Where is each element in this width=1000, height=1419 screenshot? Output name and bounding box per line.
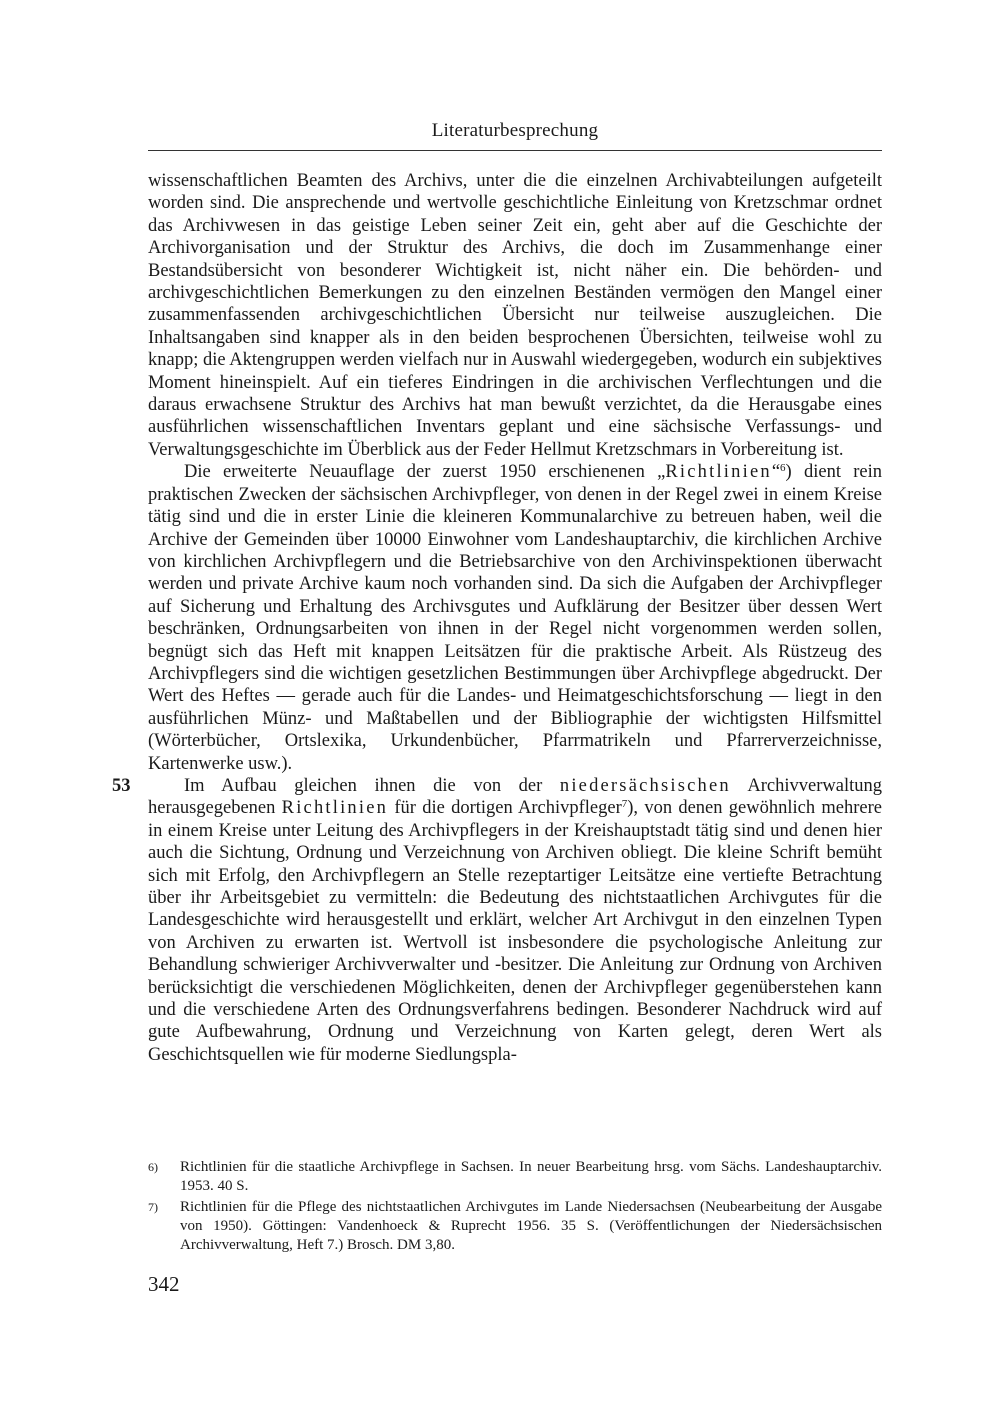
paragraph-3-wrapper xyxy=(112,775,883,1066)
header-rule xyxy=(148,150,882,151)
footnote-text: Richtlinien für die Pflege des nichtstaatlichen Archivgutes im Lande Niedersachsen (Neubearbeitung der Ausgabe von 1950). Göttingen: Vandenhoeck & Ruprecht 1956. 35 S. (Veröffentlichungen der Niedersächsischen Archivverwaltung, Heft 7.) Brosch. DM 3,80. xyxy=(180,1199,882,1253)
paragraph-2-text-a: Die erweiterte Neuauflage der zuerst 1950 erschienenen „ xyxy=(184,462,666,483)
closing-quote: “ xyxy=(771,462,781,483)
paragraph-3-text-b: Archivverwaltung herausgegebenen xyxy=(148,775,883,819)
paragraph-2 xyxy=(148,461,882,775)
spaced-title-richtlinien: Richtlinien xyxy=(665,462,772,483)
footnote-6 xyxy=(148,1158,882,1196)
paragraph-1: wissenschaftlichen Beamten des Archivs, unter die die einzelnen Archivabteilungen aufgeteilt worden sind. Die ansprechende und wertvolle geschichtliche Einleitung von Kretzschmar ordnet das Archivwesen in das geistige Leben seiner Zeit ein, geht aber auf die Geschichte der Archivorganisation und der Struktur des Archivs, die doch im Zusammenhange einer Bestandsübersicht von besonderer Wichtigkeit ist, nicht näher ein. Die behörden- und archivgeschichtlichen Bemerkungen zu den einzelnen Beständen vermögen den Mangel einer zusammenfassenden archivgeschichtlichen Übersicht nur teilweise auszugleichen. Die Inhaltsangaben sind knapper als in den beiden besprochenen Übersichten, teilweise wohl zu knapp; die Aktengruppen werden vielfach nur in Auswahl wiedergegeben, wodurch ein subjektives Moment hineinspielt. Auf ein tieferes Eindringen in die archivischen Verflechtungen und die daraus erwachsene Struktur des Archivs hat man bewußt verzichtet, da die Herausgabe eines ausführlichen wissenschaftlichen Inventars geplant und eine sächsische Verfassungs- und Verwaltungsgeschichte im Überblick aus der Feder Hellmut Kretzschmars in Vorbereitung ist. xyxy=(148,171,882,460)
footnote-mark: 6) xyxy=(148,1160,158,1174)
spaced-niedersaechsischen: niedersächsischen xyxy=(559,775,731,796)
paragraph-3 xyxy=(148,775,882,1066)
footnote-7 xyxy=(148,1198,882,1255)
footnote-ref-7: 7 xyxy=(621,798,628,811)
paragraph-3-text-d: ), von denen gewöhnlich mehrere in einem Kreise unter Leitung des Archivpflegers in der Kreishauptstadt tätig sind und denen hier auch die Sichtung, Ordnung und Verzeichnung von Archiven obliegt. Die kleine Schrift bemüht sich mit Erfolg, den Archivpflegern an Stelle rezeptartiger Leitsätze eine vertiefte Betrachtung über ihr Arbeitsgebiet zu vermitteln: die Bedeutung des nichtstaatlichen Archivgutes für die Landesgeschichte wird herausgestellt und erklärt, welcher Art Archivgut in den einzelnen Typen von Archiven zu erwarten ist. Wertvoll ist insbesondere die psychologische Anleitung zur Behandlung schwieriger Archivverwalter und -besitzer. Die Anleitung zur Ordnung von Archiven berücksichtigt die verschiedenen Möglichkeiten, denen der Archivpfleger gegenüberstehen kann und die verschiedene Arten des Ordnungsverfahrens bedingen. Besonderer Nachdruck wird auf gute Aufbewahrung, Ordnung und Verzeichnung von Karten gelegt, deren Wert als Geschichtsquellen wie für moderne Siedlungspla- xyxy=(148,798,882,1065)
footnotes xyxy=(148,1158,882,1257)
spaced-richtlinien: Richtlinien xyxy=(281,798,389,819)
body-text xyxy=(112,170,883,1066)
page-number: 342 xyxy=(148,1272,180,1296)
paragraph-2-text-b: ) dient rein praktischen Zwecken der sächsischen Archivpfleger, von denen in der Regel zwei in einem Kreise tätig sind und die in erster Linie die kleineren Kommunalarchive zu betreuen haben, weil die Archive der Gemeinden über 10000 Einwohner vom Landeshauptarchiv, die kirchlichen Archive von kirchlichen Archivpflegern und die Betriebsarchive von den Archivinspektionen überwacht werden und private Archive kaum noch vorhanden sind. Da sich die Aufgaben der Archivpfleger auf Sicherung und Erhaltung des Archivsgutes und Aufklärung der Besitzer über dessen Wert beschränken, Ordnungsarbeiten von ihnen in der Regel nicht vorgenommen werden sollen, begnügt sich das Heft mit knappen Leitsätzen für die praktische Arbeit. Als Rüstzeug des Archivpflegers sind die wichtigen gesetzlichen Bestimmungen über Archivpflege abgedruckt. Der Wert des Heftes — gerade auch für die Landes- und Heimatgeschichtsforschung — liegt in den ausführlichen Münz- und Maßtabellen und der Bibliographie der wichtigsten Hilfsmittel (Wörterbücher, Ortslexika, Urkundenbücher, Pfarrmatrikeln und Pfarrerverzeichnisse, Kartenwerke usw.). xyxy=(148,462,882,774)
running-head: Literaturbesprechung xyxy=(431,120,599,141)
footnote-text: Richtlinien für die staatliche Archivpflege in Sachsen. In neuer Bearbeitung hrsg. vom Sächs. Landeshauptarchiv. 1953. 40 S. xyxy=(180,1159,882,1194)
paragraph-3-text-a: Im Aufbau gleichen ihnen die von der xyxy=(184,775,560,796)
footnote-ref-6: 6 xyxy=(780,462,786,475)
paragraph-3-text-c: für die dortigen Archivpfleger xyxy=(388,798,622,819)
footnote-mark: 7) xyxy=(148,1200,158,1214)
margin-number: 53 xyxy=(112,775,131,796)
